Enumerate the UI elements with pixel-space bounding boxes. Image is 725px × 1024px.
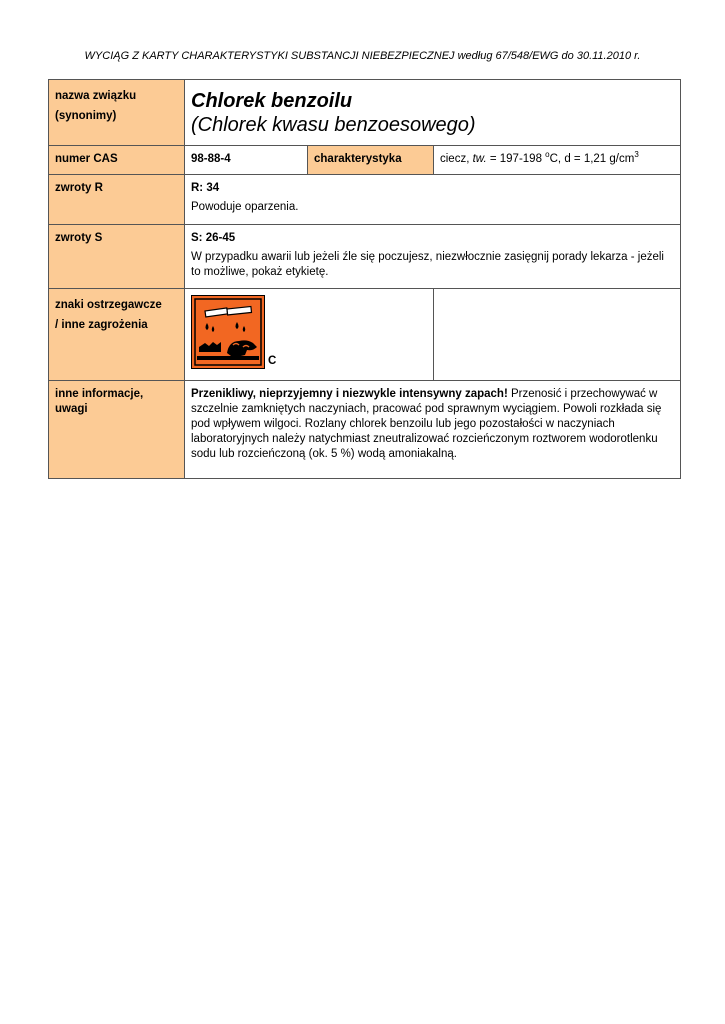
other-info-warning: Przenikliwy, nieprzyjemny i niezwykle intensywny zapach! — [191, 388, 508, 400]
s-phrases-code: S: 26-45 — [191, 232, 236, 244]
pictogram-wrap — [191, 295, 427, 369]
compound-label: nazwa związku — [55, 90, 137, 102]
other-hazards-label: / inne zagrożenia — [55, 319, 148, 331]
hazard-empty-cell — [434, 289, 681, 381]
r-phrases-label: zwroty R — [49, 175, 185, 225]
characteristics-value — [434, 146, 681, 175]
char-temperature: = 197-198 — [486, 153, 546, 165]
s-phrases-text: W przypadku awarii lub jeżeli źle się poczujesz, niezwłocznie zasięgnij porady lekarza - jeżeli to możliwe, pokaż etykietę. — [191, 251, 664, 278]
cas-number: 98-88-4 — [185, 146, 308, 175]
char-cube-sup: 3 — [634, 150, 639, 160]
char-degree-sup: o — [545, 150, 550, 160]
cas-label: numer CAS — [49, 146, 185, 175]
other-info-label: inne informacje, uwagi — [49, 381, 185, 479]
other-info-row — [49, 381, 681, 479]
other-info-text: Przenosić i przechowywać w szczelnie zamkniętych naczyniach, pracować pod sprawnym wyciągiem. Powoli rozkłada się pod wpływem wilgoci. Rozlany chlorek benzoilu lub jego pozostałości w naczyniach laboratoryjnych należy natychmiast zneutralizować rozcieńczonym roztworem wodorotlenku sodu lub rozcieńczoną (ok. 5 %) wodą amoniakalną. — [191, 388, 662, 460]
other-info-value — [185, 381, 681, 479]
hazard-symbol-letter: C — [268, 355, 277, 367]
document-header: WYCIĄG Z KARTY CHARAKTERYSTYKI SUBSTANCJI NIEBEZPIECZNEJ według 67/548/EWG do 30.11.2010 r. — [84, 50, 641, 62]
s-phrases-value — [185, 225, 681, 289]
hazard-symbol-cell — [185, 289, 434, 381]
warning-signs-label: znaki ostrzegawcze — [55, 299, 162, 311]
r-phrases-text: Powoduje oparzenia. — [191, 201, 299, 213]
r-phrases-row — [49, 175, 681, 225]
r-phrases-code: R: 34 — [191, 182, 220, 194]
s-phrases-row — [49, 225, 681, 289]
char-density: C, d = 1,21 g/cm — [549, 153, 635, 165]
compound-synonym: (Chlorek kwasu benzoesowego) — [191, 114, 476, 136]
char-boiling-abbr: tw. — [472, 153, 487, 165]
characteristics-label: charakterystyka — [308, 146, 434, 175]
compound-row — [49, 80, 681, 146]
r-phrases-value — [185, 175, 681, 225]
hazard-row — [49, 289, 681, 381]
synonyms-label: (synonimy) — [55, 110, 117, 122]
corrosive-icon — [191, 295, 265, 369]
compound-value-cell — [185, 80, 681, 146]
hazard-label-cell — [49, 289, 185, 381]
cas-row — [49, 146, 681, 175]
char-prefix: ciecz, — [440, 153, 473, 165]
compound-name: Chlorek benzoilu — [191, 90, 353, 112]
safety-data-table — [48, 79, 681, 479]
compound-label-cell — [49, 80, 185, 146]
s-phrases-label: zwroty S — [49, 225, 185, 289]
